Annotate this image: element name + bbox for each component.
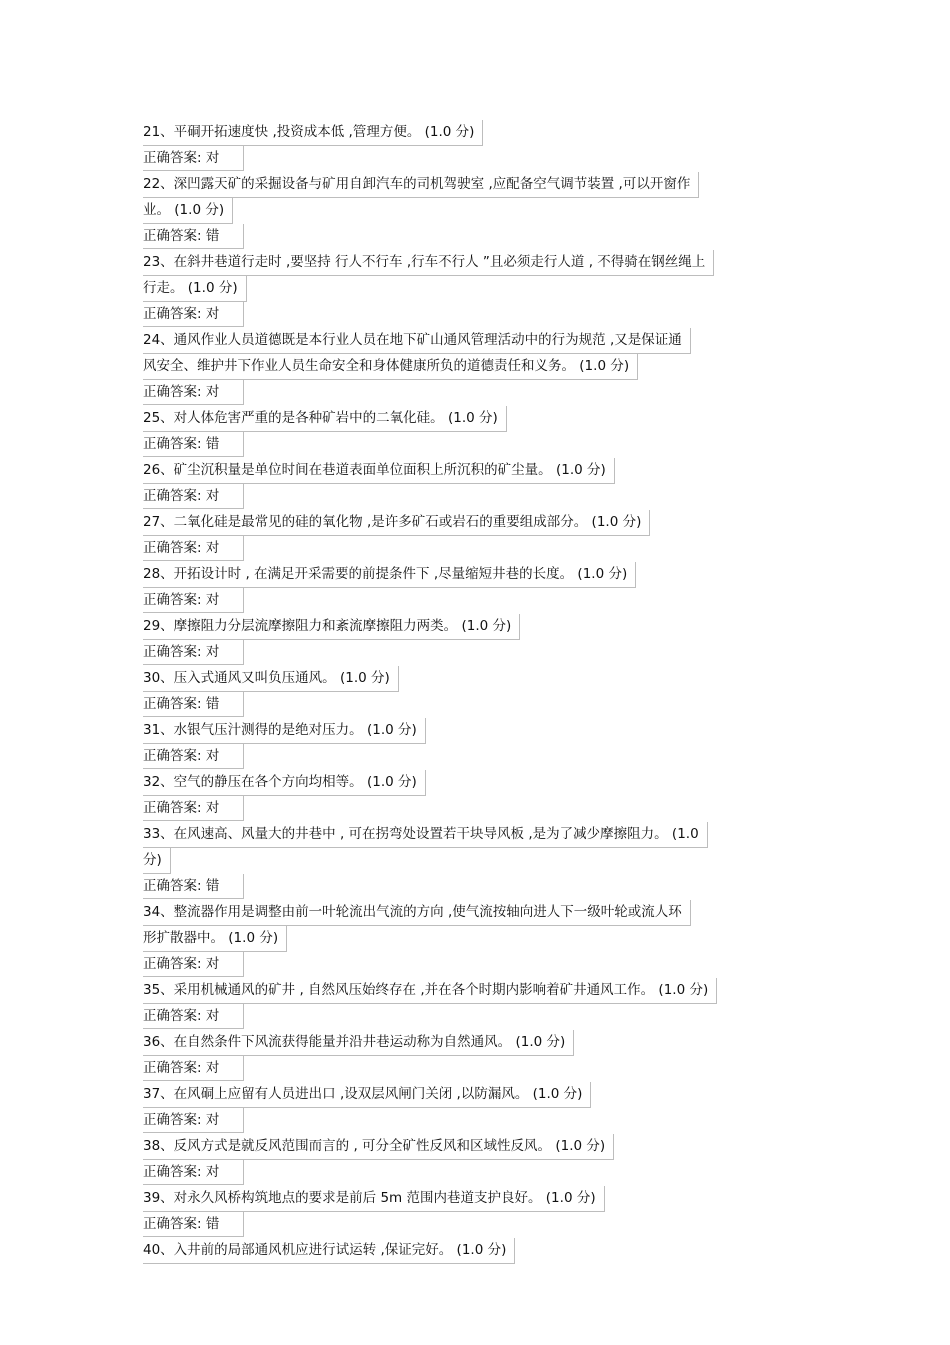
question-text-line: 40、入井前的局部通风机应进行试运转 ,保证完好。 (1.0 分): [143, 1238, 515, 1264]
question-item: [143, 510, 823, 561]
question-item: [143, 1082, 823, 1133]
correct-answer: 正确答案: 对: [143, 796, 244, 821]
question-text-line: 30、压入式通风又叫负压通风。 (1.0 分): [143, 666, 399, 692]
correct-answer: 正确答案: 对: [143, 744, 244, 769]
question-item: [143, 458, 823, 509]
question-text-line: 25、对人体危害严重的是各种矿岩中的二氧化硅。 (1.0 分): [143, 406, 507, 432]
question-text-line: 行走。 (1.0 分): [143, 276, 247, 302]
question-text-line: 33、在风速高、风量大的井巷中 , 可在拐弯处设置若干块导风板 ,是为了减少摩擦阻力。 (1.0: [143, 822, 708, 848]
correct-answer: 正确答案: 对: [143, 484, 244, 509]
correct-answer: 正确答案: 错: [143, 692, 244, 717]
question-text-line: 35、采用机械通风的矿井 , 自然风压始终存在 ,并在各个时期内影响着矿井通风工作。 (1.0 分): [143, 978, 717, 1004]
correct-answer: 正确答案: 对: [143, 640, 244, 665]
question-item: [143, 406, 823, 457]
question-text-line: 39、对永久风桥构筑地点的要求是前后 5m 范围内巷道支护良好。 (1.0 分): [143, 1186, 605, 1212]
question-item: [143, 562, 823, 613]
correct-answer: 正确答案: 错: [143, 874, 244, 899]
correct-answer: 正确答案: 对: [143, 380, 244, 405]
question-item: [143, 666, 823, 717]
correct-answer: 正确答案: 对: [143, 302, 244, 327]
correct-answer: 正确答案: 错: [143, 432, 244, 457]
correct-answer: 正确答案: 对: [143, 1160, 244, 1185]
question-text-line: 36、在自然条件下风流获得能量并沿井巷运动称为自然通风。 (1.0 分): [143, 1030, 574, 1056]
correct-answer: 正确答案: 错: [143, 224, 244, 249]
question-text-line: 29、摩擦阻力分层流摩擦阻力和紊流摩擦阻力两类。 (1.0 分): [143, 614, 520, 640]
question-item: [143, 1186, 823, 1237]
question-text-line: 21、平硐开拓速度快 ,投资成本低 ,管理方便。 (1.0 分): [143, 120, 483, 146]
question-text-line: 34、整流器作用是调整由前一叶轮流出气流的方向 ,使气流按轴向进人下一级叶轮或流人环: [143, 900, 691, 926]
question-item: [143, 900, 823, 977]
correct-answer: 正确答案: 错: [143, 1212, 244, 1237]
question-item: [143, 250, 823, 327]
question-text-line: 28、开拓设计时 , 在满足开采需要的前提条件下 ,尽量缩短井巷的长度。 (1.0 分): [143, 562, 636, 588]
question-text-line: 22、深凹露天矿的采掘设备与矿用自卸汽车的司机驾驶室 ,应配备空气调节装置 ,可以开窗作: [143, 172, 699, 198]
question-text-line: 24、通风作业人员道德既是本行业人员在地下矿山通风管理活动中的行为规范 ,又是保证通: [143, 328, 691, 354]
correct-answer: 正确答案: 对: [143, 1108, 244, 1133]
question-item: [143, 1030, 823, 1081]
question-text-line: 分): [143, 848, 171, 874]
question-item: [143, 120, 823, 171]
question-item: [143, 1238, 823, 1264]
question-text-line: 31、水银气压汁测得的是绝对压力。 (1.0 分): [143, 718, 426, 744]
correct-answer: 正确答案: 对: [143, 1004, 244, 1029]
question-text-line: 37、在风硐上应留有人员进出口 ,设双层风闸门关闭 ,以防漏风。 (1.0 分): [143, 1082, 591, 1108]
question-text-line: 形扩散器中。 (1.0 分): [143, 926, 287, 952]
correct-answer: 正确答案: 对: [143, 952, 244, 977]
question-text-line: 23、在斜井巷道行走时 ,要坚持 行人不行车 ,行车不行人 ”且必须走行人道 , 不得骑在钢丝绳上: [143, 250, 714, 276]
question-item: [143, 172, 823, 249]
question-item: [143, 770, 823, 821]
question-item: [143, 1134, 823, 1185]
question-text-line: 业。 (1.0 分): [143, 198, 233, 224]
question-item: [143, 614, 823, 665]
question-text-line: 27、二氧化硅是最常见的硅的氧化物 ,是许多矿石或岩石的重要组成部分。 (1.0 分): [143, 510, 650, 536]
question-item: [143, 718, 823, 769]
correct-answer: 正确答案: 对: [143, 146, 244, 171]
question-text-line: 26、矿尘沉积量是单位时间在巷道表面单位面积上所沉积的矿尘量。 (1.0 分): [143, 458, 615, 484]
question-item: [143, 822, 823, 899]
question-text-line: 32、空气的静压在各个方向均相等。 (1.0 分): [143, 770, 426, 796]
question-list: [143, 120, 823, 1264]
correct-answer: 正确答案: 对: [143, 588, 244, 613]
correct-answer: 正确答案: 对: [143, 1056, 244, 1081]
question-item: [143, 978, 823, 1029]
correct-answer: 正确答案: 对: [143, 536, 244, 561]
question-item: [143, 328, 823, 405]
question-text-line: 38、反风方式是就反风范围而言的 , 可分全矿性反风和区域性反风。 (1.0 分): [143, 1134, 614, 1160]
question-text-line: 风安全、维护井下作业人员生命安全和身体健康所负的道德责任和义务。 (1.0 分): [143, 354, 638, 380]
